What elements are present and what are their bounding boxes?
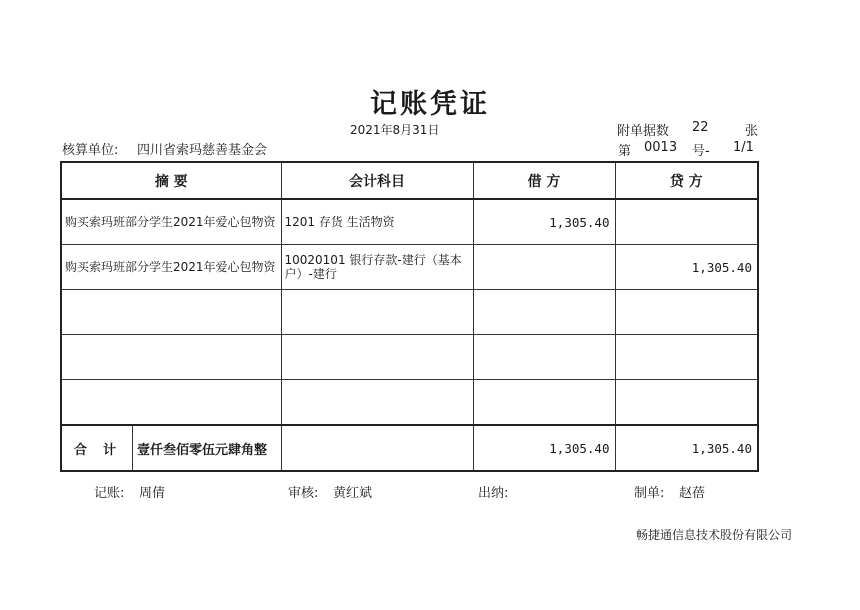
entry-debit [473,290,615,335]
attachment-unit: 张 [745,124,759,139]
entry-credit [615,335,758,380]
voucher-date: 2021年8月31日 [350,123,440,137]
entry-summary [61,290,281,335]
entry-summary [61,335,281,380]
reviewer-label: 审核: [288,486,319,501]
total-label: 合计 [74,442,133,458]
bookkeeper-label: 记账: [94,486,125,501]
voucher-title: 记账凭证 [370,89,490,120]
attachment-label: 附单据数 [617,124,670,139]
entry-credit: 1,305.40 [615,245,758,290]
accounting-unit-name: 四川省索玛慈善基金会 [137,143,268,158]
total-row [61,425,758,471]
voucher-table [60,161,759,472]
entry-credit [615,380,758,426]
entry-account: 1201 存货 生活物资 [281,199,473,245]
total-debit: 1,305.40 [473,425,615,471]
column-header-debit: 借 方 [473,162,615,199]
preparer-label: 制单: [634,486,665,501]
preparer-name: 赵蓓 [679,486,706,501]
total-amount-in-words: 壹仟叁佰零伍元肆角整 [137,442,268,458]
entry-debit: 1,305.40 [473,199,615,245]
entry-row [61,335,758,380]
voucher-number: 0013 [644,140,678,155]
total-account-blank [281,425,473,471]
entry-account [281,380,473,426]
column-header-credit: 贷 方 [615,162,758,199]
entry-row [61,380,758,426]
entry-account: 10020101 银行存款-建行（基本户）-建行 [281,245,473,290]
entry-summary: 购买索玛班部分学生2021年爱心包物资 [61,199,281,245]
bookkeeper-name: 周倩 [139,486,166,501]
entry-credit [615,290,758,335]
entry-account [281,290,473,335]
entry-debit [473,380,615,426]
entry-summary [61,380,281,426]
header-row [61,162,758,199]
voucher-no-suffix: 号- [692,144,710,159]
column-header-summary: 摘 要 [61,162,281,199]
voucher-no-prefix: 第 [618,144,632,159]
reviewer-name: 黄红斌 [333,486,373,501]
page-indicator: 1/1 [733,140,754,155]
total-credit: 1,305.40 [615,425,758,471]
total-cell [61,425,281,471]
entry-debit [473,245,615,290]
entry-row [61,290,758,335]
accounting-unit-label: 核算单位: [62,143,119,158]
entry-summary: 购买索玛班部分学生2021年爱心包物资 [61,245,281,290]
software-company: 畅捷通信息技术股份有限公司 [635,528,792,542]
entry-credit [615,199,758,245]
entry-row [61,199,758,245]
entry-account [281,335,473,380]
entry-row [61,245,758,290]
attachment-count: 22 [692,120,709,135]
cashier-label: 出纳: [478,486,509,501]
entry-debit [473,335,615,380]
column-header-account: 会计科目 [281,162,473,199]
